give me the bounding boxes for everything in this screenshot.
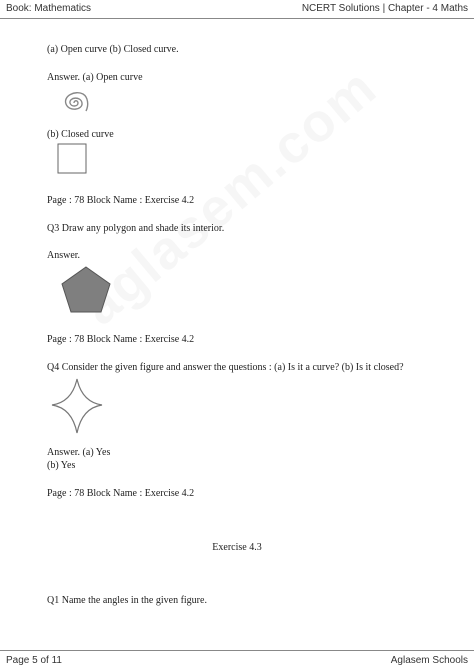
star-curve-figure (50, 377, 106, 435)
header-chapter-title: NCERT Solutions | Chapter - 4 Maths (301, 3, 468, 14)
square-figure (57, 143, 88, 175)
question-3-answer: Answer. (47, 250, 81, 261)
pentagon-figure (60, 265, 112, 315)
answer-closed-curve: (b) Closed curve (47, 129, 114, 140)
question-4-answer-a: Answer. (a) Yes (47, 447, 111, 458)
spiral-figure (55, 85, 95, 121)
footer-page-number: Page 5 of 11 (6, 655, 62, 666)
question-3: Q3 Draw any polygon and shade its interior. (47, 223, 225, 234)
header-book-title: Book: Mathematics (6, 3, 92, 14)
page-header (0, 0, 474, 19)
footer-publisher: Aglasem Schools (390, 655, 468, 666)
exercise-heading: Exercise 4.3 (212, 542, 262, 553)
page-reference-3: Page : 78 Block Name : Exercise 4.2 (47, 488, 195, 499)
question-4-answer-b: (b) Yes (47, 460, 76, 471)
page-footer (0, 650, 474, 669)
question-4: Q4 Consider the given figure and answer the questions : (a) Is it a curve? (b) Is it closed? (47, 362, 404, 373)
question-part: (a) Open curve (b) Closed curve. (47, 44, 179, 55)
question-1: Q1 Name the angles in the given figure. (47, 595, 207, 606)
page-reference-2: Page : 78 Block Name : Exercise 4.2 (47, 334, 195, 345)
answer-open-curve: Answer. (a) Open curve (47, 72, 143, 83)
page-reference-1: Page : 78 Block Name : Exercise 4.2 (47, 195, 195, 206)
